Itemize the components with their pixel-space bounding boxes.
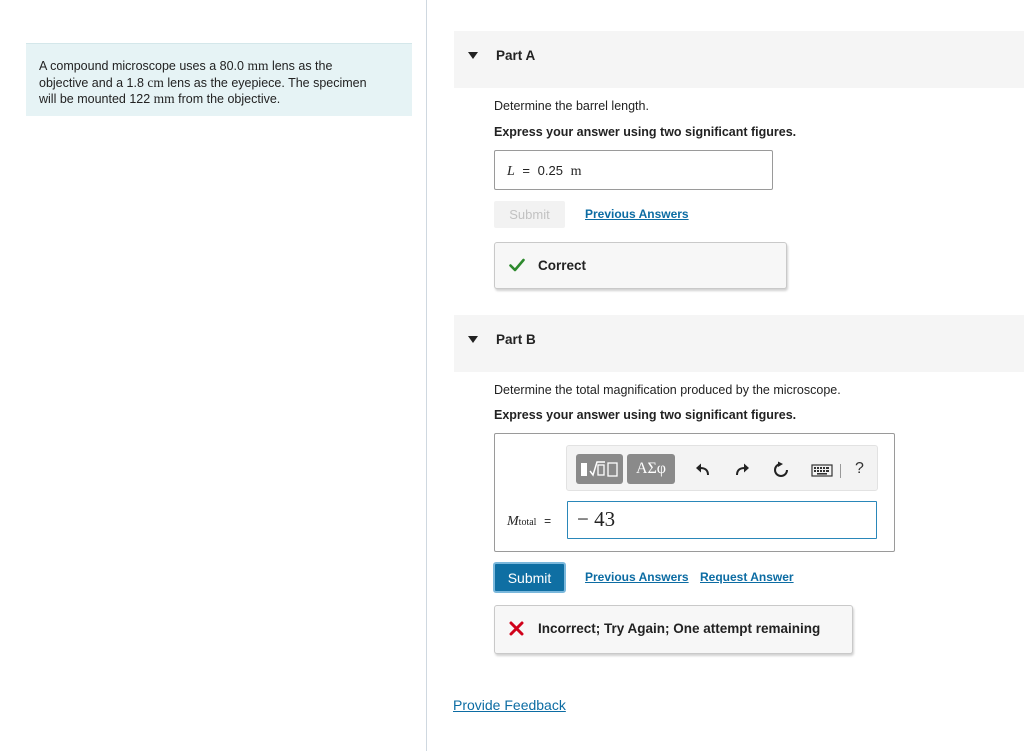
part-b-title: Part B bbox=[496, 332, 536, 347]
provide-feedback-link[interactable]: Provide Feedback bbox=[453, 697, 566, 713]
answer-value: 0.25 bbox=[537, 163, 563, 178]
keyboard-icon[interactable] bbox=[811, 461, 833, 479]
problem-line-1 bbox=[39, 58, 400, 75]
checkmark-icon bbox=[509, 257, 525, 273]
part-b-feedback bbox=[494, 605, 853, 654]
problem-text: A compound microscope uses a 80.0 bbox=[39, 59, 248, 73]
part-a-answer-box bbox=[494, 150, 773, 190]
problem-statement bbox=[26, 43, 412, 116]
redo-icon[interactable] bbox=[733, 461, 751, 479]
part-a-previous-answers-link[interactable]: Previous Answers bbox=[585, 207, 689, 221]
reset-icon[interactable] bbox=[772, 461, 790, 479]
problem-text: objective and a 1.8 bbox=[39, 75, 148, 90]
collapse-triangle-icon[interactable] bbox=[468, 52, 478, 59]
problem-text: from the objective. bbox=[174, 92, 281, 106]
unit-mm: mm bbox=[247, 58, 269, 73]
part-b-answer-input[interactable] bbox=[567, 501, 877, 539]
answer-input-value: − 43 bbox=[577, 507, 616, 531]
templates-button[interactable] bbox=[576, 454, 623, 484]
math-toolbar bbox=[566, 445, 878, 491]
part-a-question: Determine the barrel length. bbox=[494, 99, 649, 113]
problem-line-2 bbox=[39, 75, 400, 92]
undo-icon[interactable] bbox=[694, 461, 712, 479]
feedback-label: Incorrect; Try Again; One attempt remaining bbox=[538, 621, 821, 636]
answer-variable: M bbox=[507, 514, 519, 529]
part-b-submit-button[interactable]: Submit bbox=[493, 562, 566, 593]
part-a-header[interactable] bbox=[454, 31, 1024, 88]
problem-text: will be mounted 122 bbox=[39, 92, 154, 106]
part-b-previous-answers-link[interactable]: Previous Answers bbox=[585, 570, 689, 584]
part-b-instruction: Express your answer using two significant figures. bbox=[494, 408, 797, 422]
toolbar-separator bbox=[840, 464, 841, 478]
part-a-submit-button: Submit bbox=[494, 201, 565, 228]
answer-variable: L bbox=[507, 164, 515, 179]
cross-icon bbox=[509, 621, 524, 636]
problem-panel bbox=[0, 0, 427, 751]
collapse-triangle-icon[interactable] bbox=[468, 336, 478, 343]
part-b-variable-label bbox=[507, 513, 551, 530]
part-a-instruction: Express your answer using two significant figures. bbox=[494, 125, 797, 139]
templates-icon bbox=[576, 454, 623, 484]
equals-sign: = bbox=[544, 514, 552, 528]
part-b-question: Determine the total magnification produced by the microscope. bbox=[494, 383, 841, 397]
request-answer-link[interactable]: Request Answer bbox=[700, 570, 794, 584]
answer-unit: m bbox=[570, 164, 582, 179]
help-button[interactable]: ? bbox=[855, 460, 864, 477]
variable-subscript: total bbox=[518, 517, 537, 528]
part-a-feedback bbox=[494, 242, 787, 289]
unit-mm: mm bbox=[153, 91, 175, 106]
unit-cm: cm bbox=[147, 74, 164, 90]
problem-text: lens as the eyepiece. The specimen bbox=[163, 75, 367, 90]
feedback-label: Correct bbox=[538, 258, 587, 273]
part-a-title: Part A bbox=[496, 48, 536, 63]
problem-line-3 bbox=[39, 91, 400, 108]
greek-symbols-button[interactable]: ΑΣφ bbox=[627, 454, 675, 484]
equals-sign: = bbox=[522, 163, 531, 178]
part-b-header[interactable] bbox=[454, 315, 1024, 372]
problem-text: lens as the bbox=[268, 59, 333, 73]
